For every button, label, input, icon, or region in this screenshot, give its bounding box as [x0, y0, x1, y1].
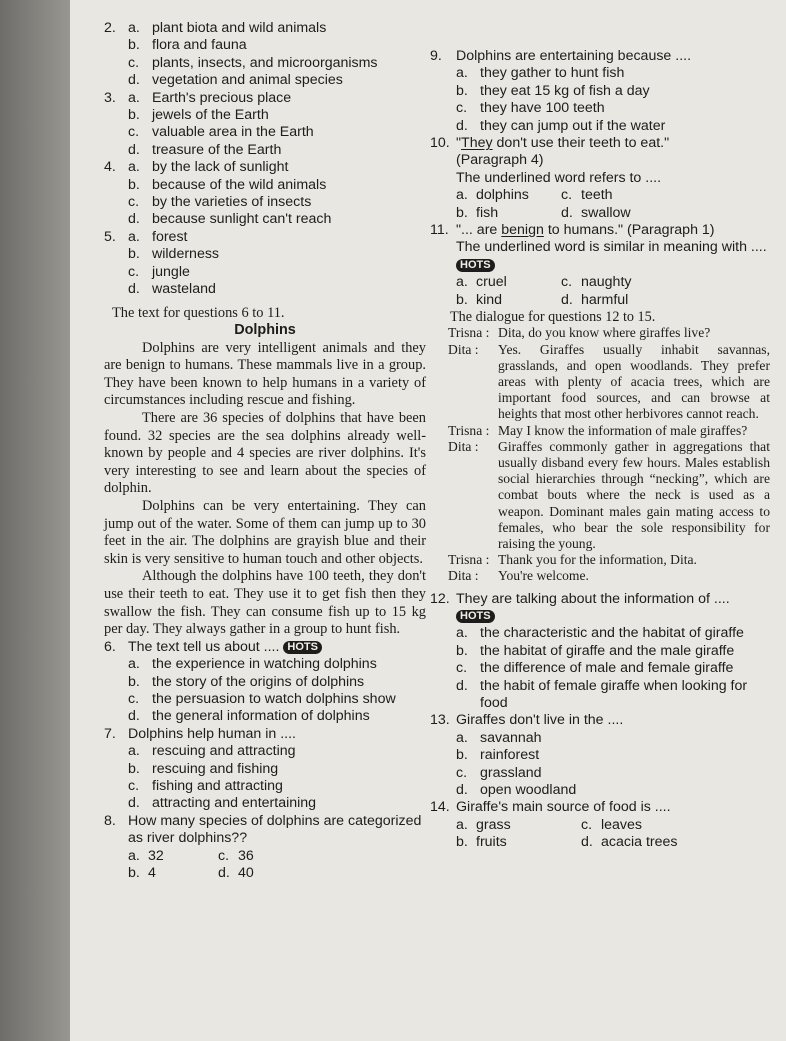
- option-key: d.: [128, 211, 140, 228]
- option-text: 32: [148, 847, 164, 864]
- option-key: c.: [128, 54, 140, 71]
- option-text: they have 100 teeth: [480, 100, 605, 117]
- passage-paragraph: There are 36 species of dolphins that have been found. 32 species are the sea dolphins already well-known by people and 4 species are river dolphins. It's very interesting to see and learn about the species of dolphin.: [104, 410, 426, 497]
- option-key: b.: [128, 246, 140, 263]
- question-7: [104, 726, 426, 813]
- option[interactable]: [128, 90, 426, 107]
- option-text: swallow: [581, 204, 631, 221]
- question-10: [430, 135, 770, 222]
- option-text: wilderness: [152, 246, 220, 263]
- dialogue-turn: [448, 552, 770, 568]
- option-key: a.: [128, 89, 140, 106]
- option-text: grassland: [480, 764, 542, 781]
- utterance: Giraffes commonly gather in aggregations that usually disband every few hours. Males establish social hierarchies through “necking”, which are combat bouts where the neck is used as a weapon. Dominant males gain mating access to females, who bear the sole responsibility for raising the young.: [498, 438, 770, 551]
- option[interactable]: [456, 660, 770, 677]
- dialogue-turn: [448, 439, 770, 552]
- option-key: b.: [456, 834, 468, 851]
- question-number: 3.: [104, 89, 116, 106]
- option-key: b.: [456, 291, 468, 308]
- option[interactable]: [128, 761, 426, 778]
- option[interactable]: [218, 848, 308, 865]
- question-number: 4.: [104, 159, 116, 176]
- option-grid: [128, 848, 308, 883]
- passage-paragraph: Although the dolphins have 100 teeth, they don't use their teeth to eat. They use it to get fish then they swallow the fish. They can consume fish up to 15 kg per day. They always gather in a group to hunt fish.: [104, 568, 426, 638]
- underlined-word: They: [461, 135, 493, 152]
- option[interactable]: [456, 118, 770, 135]
- option-key: b.: [128, 865, 140, 882]
- option-text: fish: [476, 204, 499, 221]
- question-number: 5.: [104, 228, 116, 245]
- option[interactable]: [128, 795, 426, 812]
- stem-text: to humans." (Paragraph 1): [543, 222, 715, 239]
- question-8: [104, 813, 426, 883]
- question-6: [104, 639, 426, 726]
- option-key: a.: [128, 159, 140, 176]
- question-number: 10.: [430, 135, 450, 152]
- utterance: You're welcome.: [498, 568, 589, 584]
- option-key: d.: [561, 204, 573, 221]
- option[interactable]: [128, 691, 426, 708]
- utterance: Dita, do you know where giraffes live?: [498, 325, 711, 341]
- option-text: the habitat of giraffe and the male giraffe: [480, 642, 735, 659]
- page-edge-shadow: [0, 0, 72, 1041]
- hots-badge: HOTS: [456, 259, 495, 272]
- option-text: savannah: [480, 729, 542, 746]
- option-text: flora and fauna: [152, 37, 247, 54]
- option-key: b.: [456, 82, 468, 99]
- option-key: d.: [128, 72, 140, 89]
- option-key: d.: [456, 782, 468, 799]
- option-key: a.: [456, 274, 468, 291]
- giraffe-dialogue: [430, 309, 770, 584]
- option-key: c.: [561, 187, 573, 204]
- option-key: a.: [128, 847, 140, 864]
- question-number: 7.: [104, 725, 116, 742]
- option-text: cruel: [476, 274, 507, 291]
- option[interactable]: [128, 124, 426, 141]
- option[interactable]: [561, 292, 666, 309]
- option-key: c.: [456, 100, 468, 117]
- option-text: because sunlight can't reach: [152, 211, 332, 228]
- option[interactable]: [218, 865, 308, 882]
- option-key: c.: [128, 691, 140, 707]
- option-text: they can jump out if the water: [480, 117, 666, 134]
- option-key: c.: [581, 816, 593, 833]
- question-4: [104, 159, 426, 229]
- option[interactable]: [128, 281, 426, 298]
- option-text: fishing and attracting: [152, 778, 283, 795]
- question-9: [430, 48, 770, 135]
- question-5: [104, 229, 426, 299]
- option-text: plant biota and wild animals: [152, 20, 327, 36]
- option-text: teeth: [581, 187, 613, 204]
- option[interactable]: [128, 194, 426, 211]
- option-grid: [456, 187, 666, 222]
- option-key: a.: [128, 743, 140, 760]
- option-key: b.: [128, 176, 140, 193]
- option-key: c.: [456, 660, 468, 677]
- option[interactable]: [561, 205, 666, 222]
- option[interactable]: [456, 274, 561, 291]
- option-key: a.: [456, 187, 468, 204]
- option-text: the characteristic and the habitat of giraffe: [480, 625, 744, 642]
- option-key: d.: [581, 834, 593, 851]
- option-key: c.: [128, 124, 140, 141]
- passage-paragraph: Dolphins can be very entertaining. They can jump out of the water. Some of them can jump up to 30 feet in the air. The dolphins are grayish blue and their skin is very sensitive to human touch and other objects.: [104, 498, 426, 567]
- option-text: valuable area in the Earth: [152, 124, 314, 141]
- option-text: they gather to hunt fish: [480, 65, 625, 82]
- option-text: the experience in watching dolphins: [152, 656, 377, 673]
- option[interactable]: [581, 834, 706, 851]
- option-key: c.: [561, 274, 573, 291]
- option-text: plants, insects, and microorganisms: [152, 54, 378, 71]
- option-key: d.: [456, 677, 468, 694]
- option[interactable]: [456, 292, 561, 309]
- option-key: b.: [128, 37, 140, 54]
- option-key: c.: [128, 263, 140, 280]
- option[interactable]: [128, 55, 426, 72]
- question-stem: [456, 135, 770, 152]
- passage-paragraph: Dolphins are very intelligent animals and they are benign to humans. These mammals live in a group. They have been known to help humans in a variety of circumstances including rescue and fishing.: [104, 339, 426, 409]
- option-text: they eat 15 kg of fish a day: [480, 82, 650, 99]
- option-text: harmful: [581, 291, 629, 308]
- option-text: kind: [476, 291, 503, 308]
- option-key: d.: [128, 141, 140, 158]
- option-text: because of the wild animals: [152, 176, 327, 193]
- option[interactable]: [456, 65, 770, 82]
- question-stem: The text tell us about ....: [128, 638, 280, 655]
- stem-text: don't use their teeth to eat.": [492, 135, 670, 152]
- option-key: a.: [128, 20, 140, 36]
- option-text: dolphins: [476, 187, 529, 204]
- option[interactable]: [581, 817, 706, 834]
- question-number: 13.: [430, 712, 450, 729]
- option-key: a.: [456, 65, 468, 82]
- option-key: d.: [561, 291, 573, 308]
- option[interactable]: [456, 678, 770, 713]
- option-text: rainforest: [480, 747, 540, 764]
- option-key: c.: [218, 847, 230, 864]
- option-key: d.: [128, 795, 140, 812]
- option-text: wasteland: [152, 281, 216, 298]
- question-2: [104, 20, 426, 90]
- option[interactable]: [128, 159, 426, 176]
- option-text: rescuing and attracting: [152, 743, 296, 760]
- question-13: [430, 712, 770, 799]
- stem-text: "... are: [456, 222, 502, 239]
- option-text: naughty: [581, 274, 632, 291]
- option-key: b.: [128, 673, 140, 690]
- option[interactable]: [128, 229, 426, 246]
- option-text: the difference of male and female giraffe: [480, 660, 734, 677]
- option-text: Earth's precious place: [152, 89, 292, 106]
- option[interactable]: [128, 142, 426, 159]
- option-key: a.: [456, 625, 468, 642]
- option-key: b.: [456, 204, 468, 221]
- question-number: 12.: [430, 590, 450, 607]
- option-text: 4: [148, 865, 156, 882]
- option-text: 36: [238, 847, 254, 864]
- utterance: Thank you for the information, Dita.: [498, 552, 697, 568]
- question-number: 6.: [104, 638, 116, 655]
- dolphins-passage: [104, 305, 426, 639]
- speaker: Trisna :: [448, 422, 490, 438]
- option-key: a.: [456, 729, 468, 746]
- option[interactable]: [128, 72, 426, 89]
- option-key: b.: [128, 760, 140, 777]
- option[interactable]: [456, 765, 770, 782]
- option[interactable]: [456, 205, 561, 222]
- underlined-word: benign: [501, 222, 544, 239]
- option[interactable]: [456, 83, 770, 100]
- question-11: [430, 222, 770, 309]
- option[interactable]: [561, 187, 666, 204]
- option-text: 40: [238, 865, 254, 882]
- option-text: open woodland: [480, 782, 577, 799]
- question-stem: Giraffe's main source of food is ....: [456, 799, 671, 816]
- option[interactable]: [128, 708, 426, 725]
- option-text: jungle: [152, 263, 190, 280]
- option[interactable]: [456, 782, 770, 799]
- question-number: 14.: [430, 799, 450, 816]
- speaker: Trisna :: [448, 325, 490, 341]
- question-stem: They are talking about the information of ....: [456, 590, 730, 607]
- option-key: d.: [218, 865, 230, 882]
- option[interactable]: [456, 643, 770, 660]
- option-text: vegetation and animal species: [152, 72, 343, 89]
- passage-intro: The text for questions 6 to 11.: [112, 304, 285, 321]
- dialogue-turn: [448, 325, 770, 341]
- question-number: 11.: [430, 222, 449, 239]
- dialogue-turn: [448, 568, 770, 584]
- option-key: d.: [456, 117, 468, 134]
- option-text: by the lack of sunlight: [152, 159, 289, 176]
- option[interactable]: [456, 730, 770, 747]
- option-text: grass: [476, 816, 511, 833]
- question-instruction: The underlined word is similar in meaning with ....: [456, 239, 767, 256]
- option[interactable]: [456, 747, 770, 764]
- option[interactable]: [128, 674, 426, 691]
- speaker: Dita :: [448, 568, 479, 584]
- option-text: by the varieties of insects: [152, 194, 312, 211]
- option-text: forest: [152, 228, 188, 245]
- question-stem: How many species of dolphins are categorized as river dolphins??: [128, 812, 422, 847]
- question-number: 2.: [104, 20, 116, 36]
- dialogue-intro: The dialogue for questions 12 to 15.: [450, 309, 656, 326]
- option-key: d.: [128, 708, 140, 725]
- question-number: 9.: [430, 48, 442, 64]
- option-key: c.: [128, 778, 140, 795]
- speaker: Dita :: [448, 341, 479, 357]
- option-text: fruits: [476, 834, 507, 851]
- option-text: the persuasion to watch dolphins show: [152, 691, 396, 707]
- option[interactable]: [456, 625, 770, 642]
- option[interactable]: [561, 274, 666, 291]
- option-key: b.: [128, 107, 140, 124]
- question-stem: [456, 222, 770, 239]
- question-12: [430, 591, 770, 713]
- option[interactable]: [128, 264, 426, 281]
- option-text: acacia trees: [601, 834, 678, 851]
- option[interactable]: [128, 656, 426, 673]
- option[interactable]: [128, 211, 426, 228]
- option-key: a.: [128, 656, 140, 673]
- option[interactable]: [128, 177, 426, 194]
- right-column: [430, 48, 770, 852]
- option-key: d.: [128, 281, 140, 298]
- option[interactable]: [128, 107, 426, 124]
- question-3: [104, 90, 426, 160]
- question-stem: Dolphins are entertaining because ....: [456, 48, 692, 64]
- speaker: Dita :: [448, 438, 479, 454]
- option[interactable]: [128, 778, 426, 795]
- question-stem: Giraffes don't live in the ....: [456, 712, 624, 729]
- option-key: b.: [456, 642, 468, 659]
- option-text: attracting and entertaining: [152, 795, 317, 812]
- option-text: treasure of the Earth: [152, 141, 282, 158]
- question-14: [430, 799, 770, 851]
- left-column: [104, 20, 426, 882]
- passage-title: Dolphins: [234, 322, 296, 339]
- option[interactable]: [128, 848, 218, 865]
- option-text: jewels of the Earth: [152, 107, 269, 124]
- hots-badge: HOTS: [456, 610, 495, 623]
- option-grid: [456, 274, 666, 309]
- dialogue-turn: [448, 342, 770, 423]
- option-text: the habit of female giraffe when looking for food: [480, 677, 748, 711]
- question-number: 8.: [104, 812, 116, 829]
- utterance: May I know the information of male giraffes?: [498, 422, 748, 438]
- option-key: a.: [456, 816, 468, 833]
- option-key: a.: [128, 228, 140, 245]
- option-key: c.: [456, 764, 468, 781]
- option[interactable]: [456, 817, 581, 834]
- option-text: the story of the origins of dolphins: [152, 673, 365, 690]
- option[interactable]: [456, 187, 561, 204]
- option-text: the general information of dolphins: [152, 708, 370, 725]
- option[interactable]: [128, 865, 218, 882]
- option[interactable]: [128, 743, 426, 760]
- utterance: Yes. Giraffes usually inhabit savannas, grasslands, and open woodlands. They prefer areas with plenty of acacia trees, which are important food sources, and can browse at heights that most other herbivores cannot reach.: [498, 341, 770, 422]
- question-instruction: The underlined word refers to ....: [456, 169, 662, 186]
- stem-quote-open: ": [456, 135, 462, 152]
- option-key: b.: [456, 747, 468, 764]
- question-stem: Dolphins help human in ....: [128, 725, 296, 742]
- speaker: Trisna :: [448, 552, 490, 568]
- option-key: c.: [128, 194, 140, 211]
- option[interactable]: [128, 20, 426, 37]
- paragraph-reference: (Paragraph 4): [456, 152, 544, 169]
- option[interactable]: [128, 246, 426, 263]
- option-text: rescuing and fishing: [152, 760, 279, 777]
- option[interactable]: [456, 834, 581, 851]
- option-text: leaves: [601, 816, 643, 833]
- dialogue-turn: [448, 423, 770, 439]
- option[interactable]: [456, 100, 770, 117]
- option[interactable]: [128, 37, 426, 54]
- hots-badge: HOTS: [283, 641, 322, 654]
- option-grid: [456, 817, 706, 852]
